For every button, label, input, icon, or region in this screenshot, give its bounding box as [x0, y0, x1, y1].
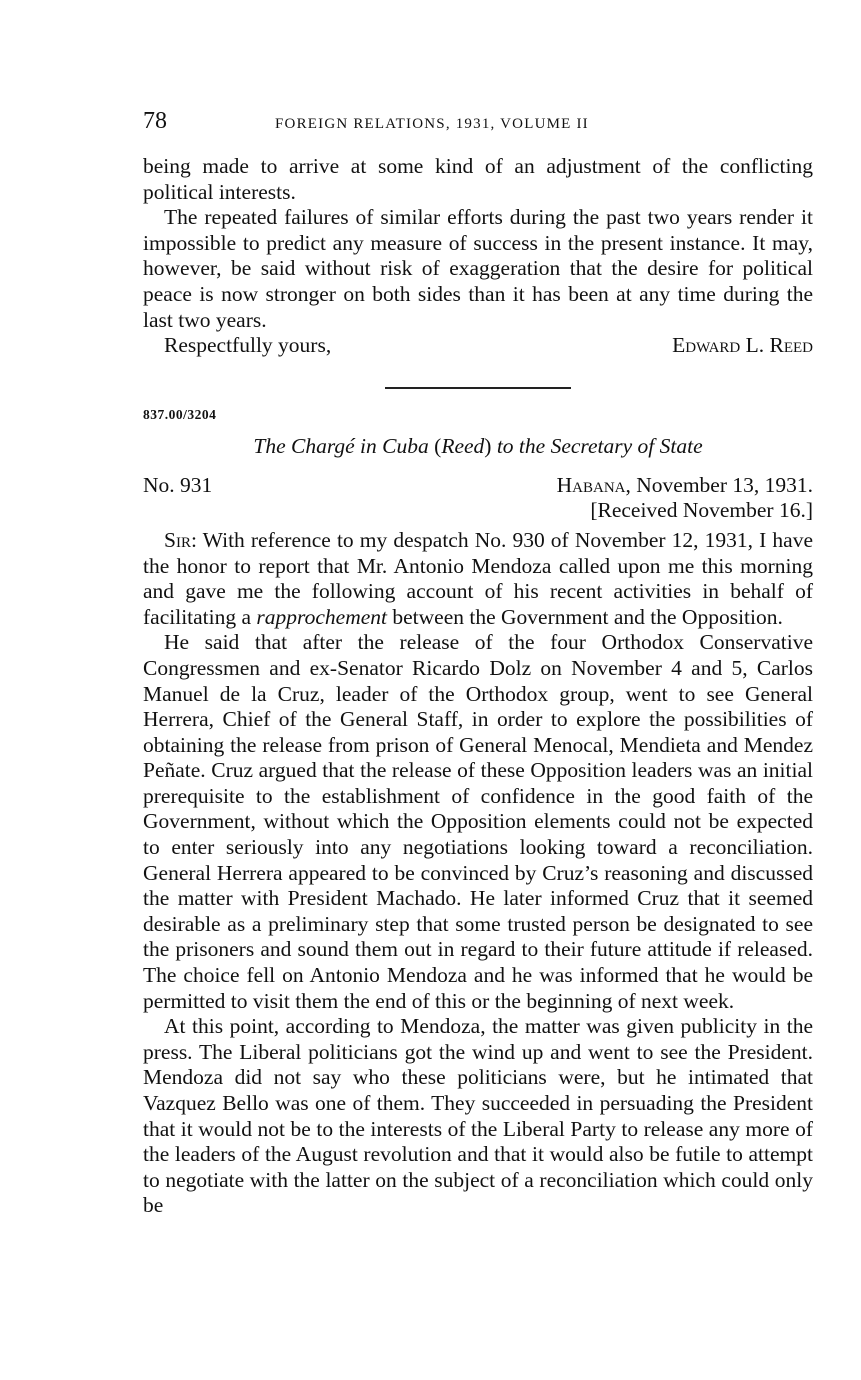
body-paragraph: Sir: With reference to my despatch No. 930 of November 12, 1931, I have the honor to report that Mr. Antonio Mendoza called upon me this morning and gave me the following account of his recent activities in behalf of facilitating a rapprochement between the Government and the Opposition.	[143, 527, 813, 629]
closing: Respectfully yours,	[164, 333, 332, 358]
received-note: [Received November 16.]	[590, 498, 813, 523]
page-number: 78	[143, 108, 167, 134]
continuation-paragraph: being made to arrive at some kind of an adjustment of the conflicting political interests.	[143, 154, 813, 204]
body-paragraph: The repeated failures of similar efforts during the past two years render it impossible to predict any measure of success in the present instance. It may, however, be said without risk of exaggeration that the desire for political peace is now stronger on both sides than it has been at any time during the last two years.	[143, 205, 813, 332]
running-head	[143, 108, 813, 144]
title-name: Reed	[441, 433, 485, 458]
sign-off	[143, 333, 813, 359]
title-paren-close: )	[484, 433, 492, 458]
italic-term: rapprochement	[256, 604, 387, 629]
salutation: Sir	[164, 527, 191, 552]
body-paragraph: At this point, according to Mendoza, the matter was given publicity in the press. The Liberal politicians got the wind up and went to see the President. Mendoza did not say who these politicians were, but he intimated that Vazquez Bello was one of them. They succeeded in persuading the President that it would not be to the interests of the Liberal Party to release any more of the leaders of the August revolution and that it would also be futile to attempt to negotiate with the latter on the subject of a reconciliation which could only be	[143, 1014, 813, 1218]
file-number: 837.00/3204	[143, 406, 217, 422]
running-head-title: FOREIGN RELATIONS, 1931, VOLUME II	[275, 116, 589, 132]
title-paren-open: (	[434, 433, 442, 458]
document-title	[143, 433, 813, 459]
despatch-number: No. 931	[143, 472, 213, 497]
title-recipient: to the Secretary of State	[491, 433, 703, 458]
body-paragraph: He said that after the release of the four Orthodox Conservative Congressmen and ex-Senator Ricardo Dolz on November 4 and 5, Carlos Manuel de la Cruz, leader of the Orthodox group, went to see General Herrera, Chief of the General Staff, in order to explore the possibilities of obtaining the release from prison of General Menocal, Mendieta and Mendez Peñate. Cruz argued that the release of these Opposition leaders was an initial prerequisite to the establishment of confidence in the good faith of the Government, without which the Opposition elements could not be expected to enter seriously into any negotiations looking toward a reconciliation. General Herrera appeared to be convinced by Cruz’s reasoning and discussed the matter with President Machado. He later informed Cruz that it seemed desirable as a preliminary step that some trusted person be designated to see the prisoners and sound them out in regard to their future attitude if released. The choice fell on Antonio Mendoza and he was informed that he would be permitted to visit them the end of this or the beginning of next week.	[143, 630, 813, 1013]
dateline	[143, 473, 813, 499]
signature: Edward L. Reed	[672, 333, 813, 358]
date: , November 13, 1931.	[625, 472, 813, 497]
section-divider	[385, 387, 571, 389]
place-date	[557, 473, 813, 499]
title-text: The Chargé in Cuba	[253, 433, 435, 458]
place: Habana	[556, 472, 626, 497]
document-page	[143, 108, 813, 1219]
